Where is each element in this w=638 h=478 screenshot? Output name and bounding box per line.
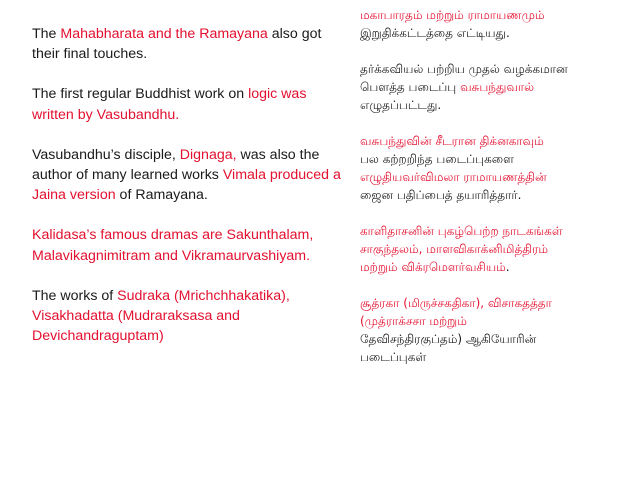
body-text: எழுதப்பட்டது. — [360, 98, 442, 112]
tamil-paragraph — [360, 294, 632, 366]
english-paragraph — [32, 286, 344, 347]
body-text: The first regular Buddhist work on — [32, 86, 249, 103]
tamil-line — [360, 294, 632, 312]
highlighted-text: மற்றும் விக்ரமௌர்வசியம் — [360, 260, 506, 274]
highlighted-text: வசுபந்துவால் — [460, 80, 535, 94]
body-text: Vasubandhu’s disciple, — [32, 146, 180, 163]
body-text: இறுதிக்கட்டத்தை எட்டியது. — [360, 26, 510, 40]
body-text: தர்க்கவியல் பற்றிய முதல் வழக்கமான — [360, 62, 568, 76]
english-paragraph — [32, 145, 344, 206]
body-text: was also the author of many learned works — [32, 146, 320, 184]
tamil-line — [360, 6, 632, 24]
body-text: The works of — [32, 287, 118, 304]
body-text: பல கற்றறிந்த படைப்புகளை — [360, 152, 514, 166]
tamil-paragraph — [360, 60, 632, 114]
highlighted-text: காளிதாசனின் புகழ்பெற்ற நாடகங்கள் — [360, 224, 563, 238]
tamil-line — [360, 348, 632, 366]
tamil-line — [360, 222, 632, 240]
english-column — [32, 24, 344, 366]
english-paragraph — [32, 225, 344, 265]
tamil-line — [360, 330, 632, 348]
body-text: . — [505, 260, 510, 274]
tamil-line — [360, 150, 632, 168]
body-text: of Ramayana. — [115, 187, 208, 204]
body-text: The — [32, 26, 61, 42]
english-paragraph — [32, 84, 344, 124]
tamil-line — [360, 168, 632, 186]
highlighted-text: எழுதியவர்விமலா ராமாயணத்தின் — [360, 170, 547, 184]
tamil-line — [360, 132, 632, 150]
body-text: also got their final touches. — [32, 26, 322, 63]
highlighted-text: சாகுந்தலம், மாளவிகாக்னிமித்திரம் — [360, 242, 548, 256]
tamil-line — [360, 78, 632, 96]
highlighted-text: Kalidasa’s famous dramas are Sakunthalam, Malavikagnimitram and Vikramaurvashiyam. — [32, 227, 314, 264]
body-text: ஜைன பதிப்பைத் தயாரித்தார். — [360, 188, 522, 202]
body-text: படைப்புகள் — [360, 350, 427, 364]
tamil-column — [360, 6, 632, 384]
tamil-paragraph — [360, 222, 632, 276]
tamil-line — [360, 96, 632, 114]
highlighted-text: logic was written by Vasubandhu. — [32, 86, 307, 123]
highlighted-text: மகாபாரதம் மற்றும் ராமாயணமும் — [360, 8, 545, 22]
highlighted-text: Sudraka (Mrichchhakatika), Visakhadatta (Mudraraksasa and Devichandraguptam) — [32, 287, 290, 345]
body-text: பௌத்த படைப்பு — [360, 80, 461, 94]
highlighted-text: Dignaga, — [179, 146, 237, 163]
tamil-paragraph — [360, 132, 632, 204]
highlighted-text: Vimala produced a Jaina version — [32, 167, 341, 204]
english-paragraph — [32, 24, 344, 64]
highlighted-text: வசுபந்துவின் சீடரான திக்னகாவும் — [360, 134, 544, 148]
tamil-line — [360, 24, 632, 42]
highlighted-text: (முத்ராக்சசா மற்றும் — [360, 314, 467, 328]
highlighted-text: சூத்ரகா (மிருச்சகதிகா), விசாகதத்தா — [360, 296, 552, 310]
tamil-line — [360, 186, 632, 204]
body-text: தேவிசந்திரகுப்தம்) ஆகியோரின் — [360, 332, 537, 346]
tamil-paragraph — [360, 6, 632, 42]
tamil-line — [360, 258, 632, 276]
tamil-line — [360, 312, 632, 330]
tamil-line — [360, 240, 632, 258]
tamil-line — [360, 60, 632, 78]
highlighted-text: Mahabharata and the Ramayana — [60, 26, 268, 42]
